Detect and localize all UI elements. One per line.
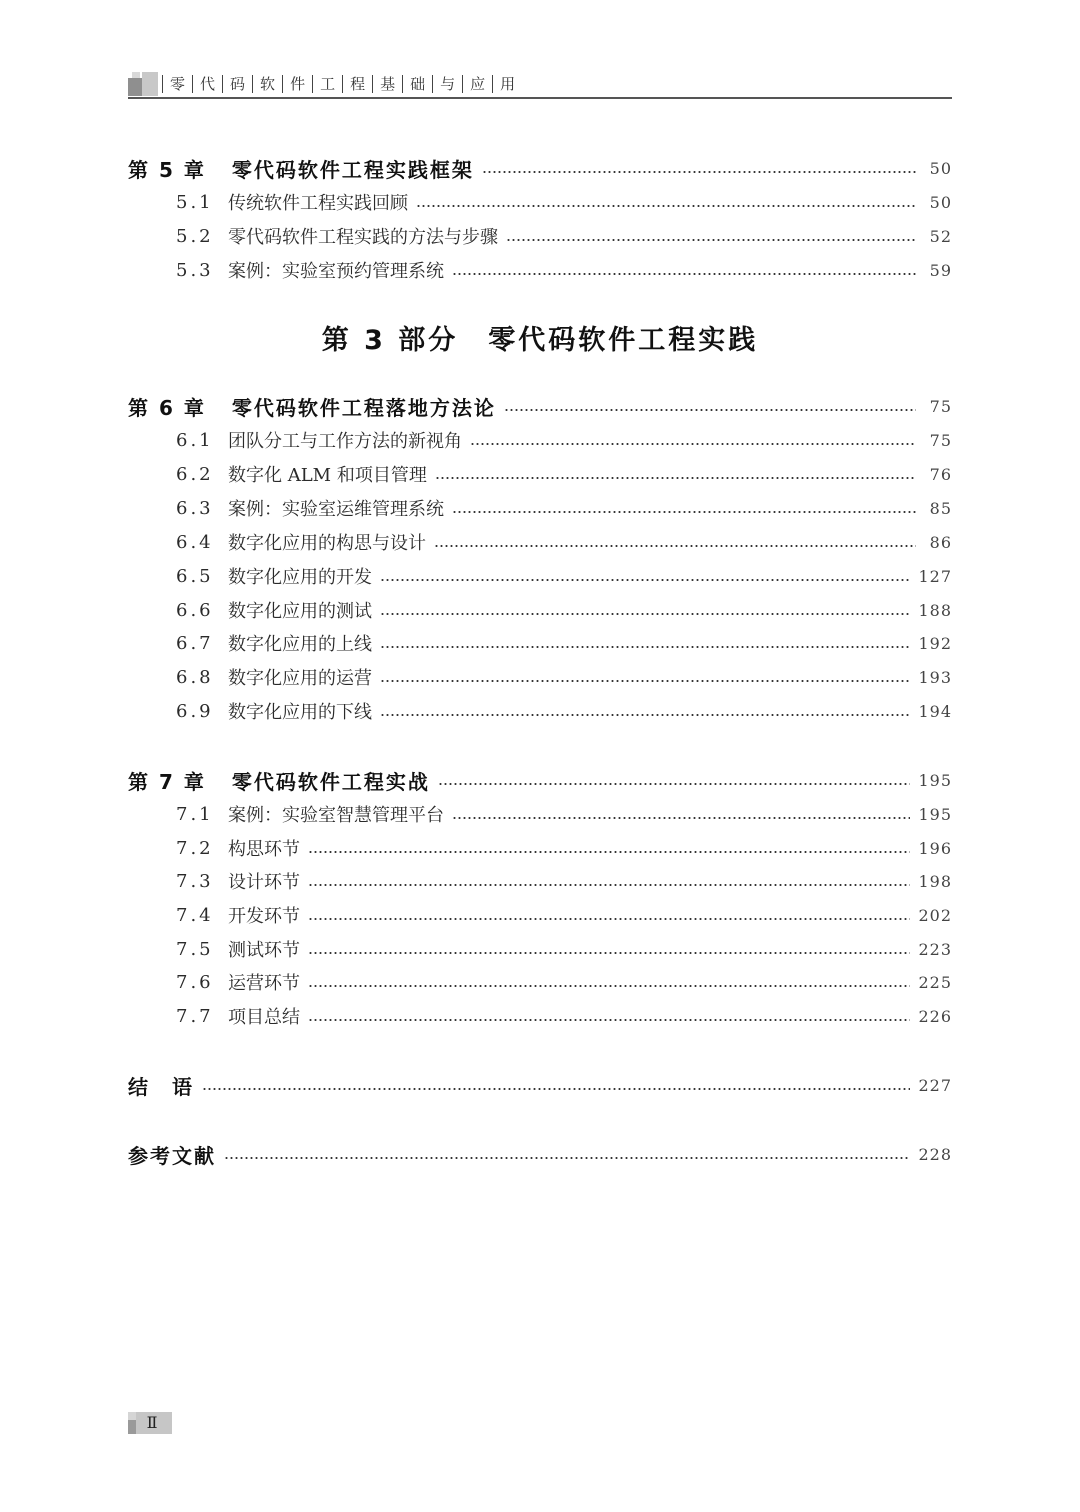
book-title: 零 代 码 软 件 工 程 基 础 与 应 用 <box>162 73 522 95</box>
header-rule <box>128 97 952 99</box>
toc-section-6-5[interactable] <box>128 561 952 591</box>
section-title: 传统软件工程实践回顾 <box>228 193 408 214</box>
page-number: 225 <box>918 972 952 992</box>
leader-dots <box>202 1088 910 1090</box>
toc-conclusion[interactable] <box>128 1070 952 1100</box>
section-title: 案例：实验室运维管理系统 <box>228 499 444 520</box>
section-title: 数字化应用的开发 <box>228 567 372 588</box>
leader-dots <box>224 1157 910 1159</box>
leader-dots <box>308 952 910 954</box>
chapter-title: 结 语 <box>128 1074 194 1099</box>
toc-section-5-3[interactable] <box>128 255 952 285</box>
toc-section-7-4[interactable] <box>128 900 952 930</box>
page-number: 195 <box>918 770 952 790</box>
section-title: 数字化应用的运营 <box>228 668 372 689</box>
page-number: 198 <box>918 871 952 891</box>
page-number: 85 <box>929 498 952 518</box>
section-title: 数字化应用的构思与设计 <box>228 533 426 554</box>
section-title: 构思环节 <box>228 839 300 860</box>
section-title: 运营环节 <box>228 973 300 994</box>
header-logo-mark <box>128 72 158 96</box>
part-heading <box>0 318 1080 357</box>
toc-section-7-6[interactable] <box>128 967 952 997</box>
page-number: 59 <box>929 260 952 280</box>
section-number: 7.6 <box>176 971 214 993</box>
section-title: 数字化 ALM 和项目管理 <box>228 465 427 486</box>
toc-section-7-3[interactable] <box>128 866 952 896</box>
page-number: 86 <box>929 532 952 552</box>
toc-section-5-1[interactable] <box>128 187 952 217</box>
toc-section-7-5[interactable] <box>128 934 952 964</box>
page-number: 50 <box>929 192 952 212</box>
page-number: 127 <box>918 566 952 586</box>
leader-dots <box>308 918 910 920</box>
page-number: 75 <box>929 396 952 416</box>
page-number: 50 <box>929 158 952 178</box>
section-number: 7.2 <box>176 837 214 859</box>
toc-section-6-2[interactable] <box>128 459 952 489</box>
toc-section-7-7[interactable] <box>128 1001 952 1031</box>
leader-dots <box>452 511 916 513</box>
footer-page-tab <box>128 1412 172 1434</box>
section-number: 7.7 <box>176 1005 214 1027</box>
leader-dots <box>308 851 910 853</box>
section-title: 数字化应用的上线 <box>228 634 372 655</box>
page-number: 192 <box>918 633 952 653</box>
leader-dots <box>380 680 910 682</box>
leader-dots <box>470 443 916 445</box>
page-number: 193 <box>918 667 952 687</box>
toc-chapter-5[interactable] <box>128 153 952 183</box>
leader-dots <box>452 273 916 275</box>
section-title: 项目总结 <box>228 1007 300 1028</box>
leader-dots <box>452 817 910 819</box>
section-number: 6.4 <box>176 531 214 553</box>
toc-section-5-2[interactable] <box>128 221 952 251</box>
section-title: 数字化应用的下线 <box>228 702 372 723</box>
section-number: 6.8 <box>176 666 214 688</box>
leader-dots <box>308 1019 910 1021</box>
toc-section-6-8[interactable] <box>128 662 952 692</box>
page-number: 76 <box>929 464 952 484</box>
part-title: 零代码软件工程实践 <box>488 325 759 356</box>
section-number: 6.3 <box>176 497 214 519</box>
toc-references[interactable] <box>128 1139 952 1169</box>
section-title: 案例：实验室预约管理系统 <box>228 261 444 282</box>
section-number: 7.1 <box>176 803 214 825</box>
section-number: 5.1 <box>176 191 214 213</box>
leader-dots <box>438 783 911 785</box>
running-header <box>128 70 952 98</box>
toc-section-6-4[interactable] <box>128 527 952 557</box>
toc-section-6-7[interactable] <box>128 628 952 658</box>
leader-dots <box>434 545 916 547</box>
section-number: 6.6 <box>176 599 214 621</box>
page-number: 194 <box>918 701 952 721</box>
section-number: 7.3 <box>176 870 214 892</box>
section-title: 零代码软件工程实践的方法与步骤 <box>228 227 498 248</box>
section-number: 6.9 <box>176 700 214 722</box>
section-number: 6.7 <box>176 632 214 654</box>
section-title: 团队分工与工作方法的新视角 <box>228 431 462 452</box>
page-number: 195 <box>918 804 952 824</box>
leader-dots <box>504 409 916 411</box>
toc-section-7-1[interactable] <box>128 799 952 829</box>
toc-section-6-1[interactable] <box>128 425 952 455</box>
page-number: 228 <box>918 1144 952 1164</box>
leader-dots <box>416 205 916 207</box>
leader-dots <box>308 884 910 886</box>
leader-dots <box>506 239 916 241</box>
leader-dots <box>308 985 910 987</box>
leader-dots <box>482 171 916 173</box>
toc-chapter-6[interactable] <box>128 391 952 421</box>
chapter-number: 第 7 章 <box>128 769 206 794</box>
toc-section-6-3[interactable] <box>128 493 952 523</box>
leader-dots <box>380 714 910 716</box>
toc-section-7-2[interactable] <box>128 833 952 863</box>
section-title: 测试环节 <box>228 940 300 961</box>
toc-chapter-7[interactable] <box>128 765 952 795</box>
section-title: 设计环节 <box>228 872 300 893</box>
page-number: 227 <box>918 1075 952 1095</box>
chapter-title: 参考文献 <box>128 1143 216 1168</box>
chapter-title: 零代码软件工程实践框架 <box>231 157 474 182</box>
folio: Ⅱ <box>146 1413 158 1432</box>
chapter-title: 零代码软件工程实战 <box>231 769 430 794</box>
part-number: 第 3 部分 <box>321 325 459 356</box>
section-number: 5.2 <box>176 225 214 247</box>
chapter-number: 第 5 章 <box>128 157 206 182</box>
chapter-title: 零代码软件工程落地方法论 <box>231 395 496 420</box>
section-title: 开发环节 <box>228 906 300 927</box>
section-number: 7.5 <box>176 938 214 960</box>
leader-dots <box>380 613 910 615</box>
leader-dots <box>380 646 910 648</box>
page-number: 202 <box>918 905 952 925</box>
section-title: 案例：实验室智慧管理平台 <box>228 805 444 826</box>
section-number: 6.5 <box>176 565 214 587</box>
section-number: 6.2 <box>176 463 214 485</box>
page-number: 52 <box>929 226 952 246</box>
section-title: 数字化应用的测试 <box>228 601 372 622</box>
leader-dots <box>380 579 910 581</box>
page-number: 75 <box>929 430 952 450</box>
toc-section-6-6[interactable] <box>128 595 952 625</box>
page-number: 223 <box>918 939 952 959</box>
page-number: 196 <box>918 838 952 858</box>
chapter-number: 第 6 章 <box>128 395 206 420</box>
section-number: 6.1 <box>176 429 214 451</box>
section-number: 5.3 <box>176 259 214 281</box>
page-number: 226 <box>918 1006 952 1026</box>
section-number: 7.4 <box>176 904 214 926</box>
leader-dots <box>435 477 916 479</box>
page-number: 188 <box>918 600 952 620</box>
toc-section-6-9[interactable] <box>128 696 952 726</box>
